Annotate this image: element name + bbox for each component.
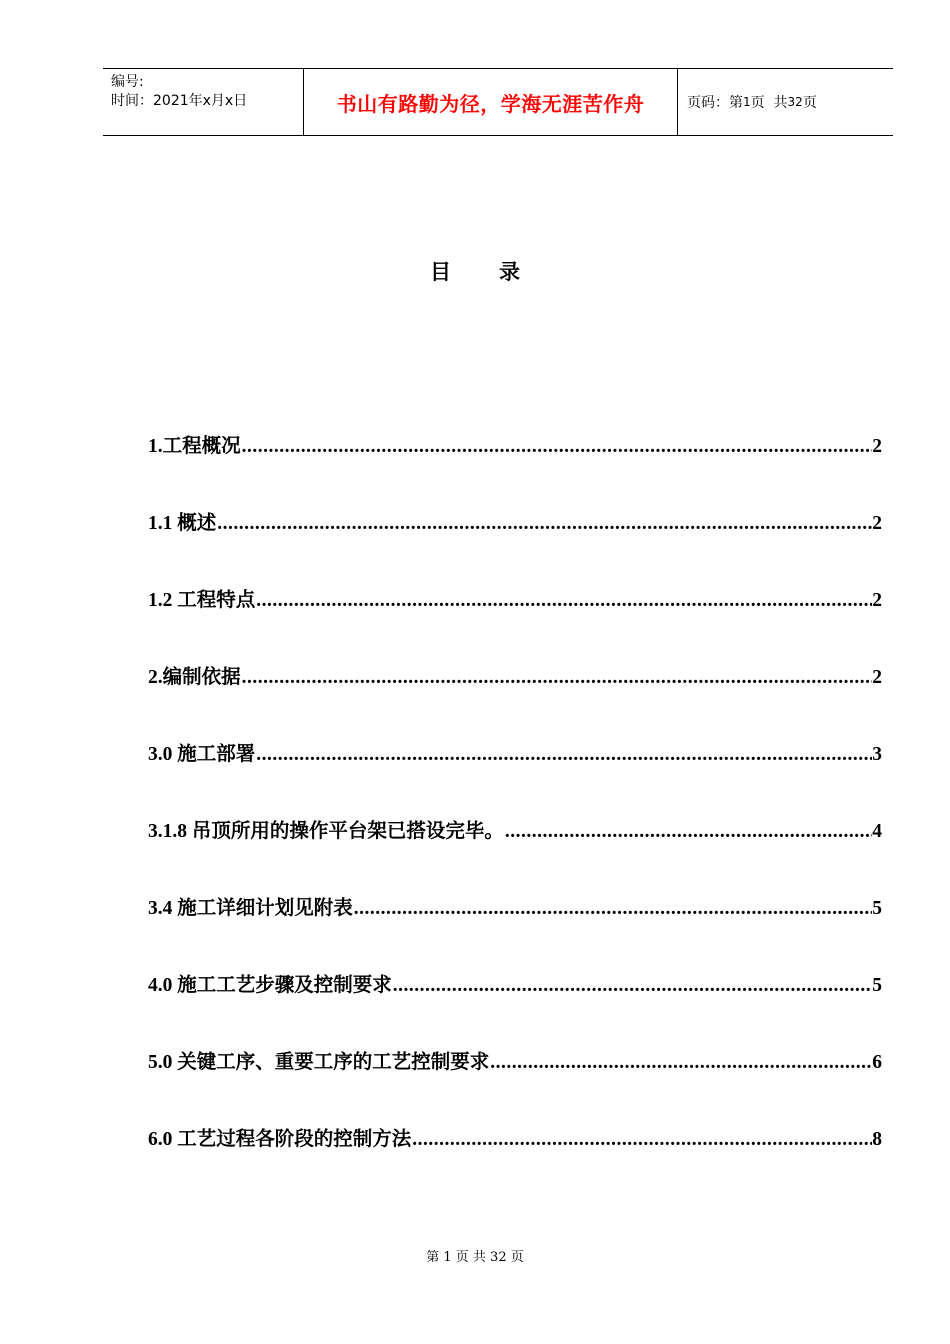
- toc-item-label: 1.1 概述: [148, 513, 217, 534]
- page-footer: 第 1 页 共 32 页: [426, 1250, 524, 1265]
- toc-title: [0, 256, 950, 286]
- toc-item-page: 2: [872, 667, 882, 688]
- toc-leader-dots: [256, 744, 872, 766]
- toc-item[interactable]: [148, 430, 882, 507]
- page-header: [103, 68, 893, 136]
- header-page-label: 页码：第: [687, 95, 743, 111]
- toc-item[interactable]: [148, 1123, 882, 1200]
- toc-item-label: 6.0 工艺过程各阶段的控制方法: [148, 1129, 412, 1150]
- toc-item-label: 2.编制依据: [148, 667, 241, 688]
- header-page-current: 1: [743, 95, 751, 109]
- toc-item-label: 1.2 工程特点: [148, 590, 256, 611]
- toc-leader-dots: [393, 975, 872, 997]
- toc-item-page: 3: [872, 744, 882, 765]
- toc-leader-dots: [256, 590, 872, 612]
- toc-title-part2: 录: [499, 260, 520, 284]
- toc-item-page: 8: [872, 1129, 882, 1150]
- toc-item[interactable]: [148, 738, 882, 815]
- toc-item[interactable]: [148, 507, 882, 584]
- toc-item[interactable]: [148, 815, 882, 892]
- toc-item-page: 5: [872, 975, 882, 996]
- toc-item-label: 3.1.8 吊顶所用的操作平台架已搭设完毕。: [148, 821, 504, 842]
- toc-item-page: 6: [872, 1052, 882, 1073]
- toc-leader-dots: [412, 1129, 872, 1151]
- header-meta: [103, 69, 304, 135]
- header-page-total: 32: [787, 95, 803, 109]
- toc-item-label: 5.0 关键工序、重要工序的工艺控制要求: [148, 1052, 490, 1073]
- toc-item-label: 3.0 施工部署: [148, 744, 256, 765]
- header-number-label: 编号:: [111, 74, 144, 90]
- toc-item-page: 2: [872, 436, 882, 457]
- toc-leader-dots: [490, 1052, 872, 1074]
- toc-leader-dots: [242, 667, 873, 689]
- toc-item[interactable]: [148, 661, 882, 738]
- toc-item-page: 2: [872, 590, 882, 611]
- toc-item[interactable]: [148, 584, 882, 661]
- toc-item[interactable]: [148, 892, 882, 969]
- toc-title-part1: 目: [430, 260, 451, 284]
- toc-leader-dots: [505, 821, 872, 843]
- toc-item-page: 4: [872, 821, 882, 842]
- table-of-contents: [148, 430, 882, 1200]
- toc-item-page: 2: [872, 513, 882, 534]
- toc-leader-dots: [354, 898, 872, 920]
- toc-item[interactable]: [148, 969, 882, 1046]
- header-page-mid: 页 共: [750, 95, 788, 111]
- toc-leader-dots: [217, 513, 872, 535]
- header-page-end: 页: [802, 95, 817, 111]
- header-page-info: [678, 69, 893, 135]
- toc-item-label: 1.工程概况: [148, 436, 241, 457]
- toc-item[interactable]: [148, 1046, 882, 1123]
- header-time-label: 时间：2021年x月x日: [111, 93, 248, 109]
- toc-leader-dots: [242, 436, 873, 458]
- toc-item-label: 3.4 施工详细计划见附表: [148, 898, 353, 919]
- toc-item-page: 5: [872, 898, 882, 919]
- toc-item-label: 4.0 施工工艺步骤及控制要求: [148, 975, 392, 996]
- header-motto: 书山有路勤为径，学海无涯苦作舟: [304, 69, 678, 135]
